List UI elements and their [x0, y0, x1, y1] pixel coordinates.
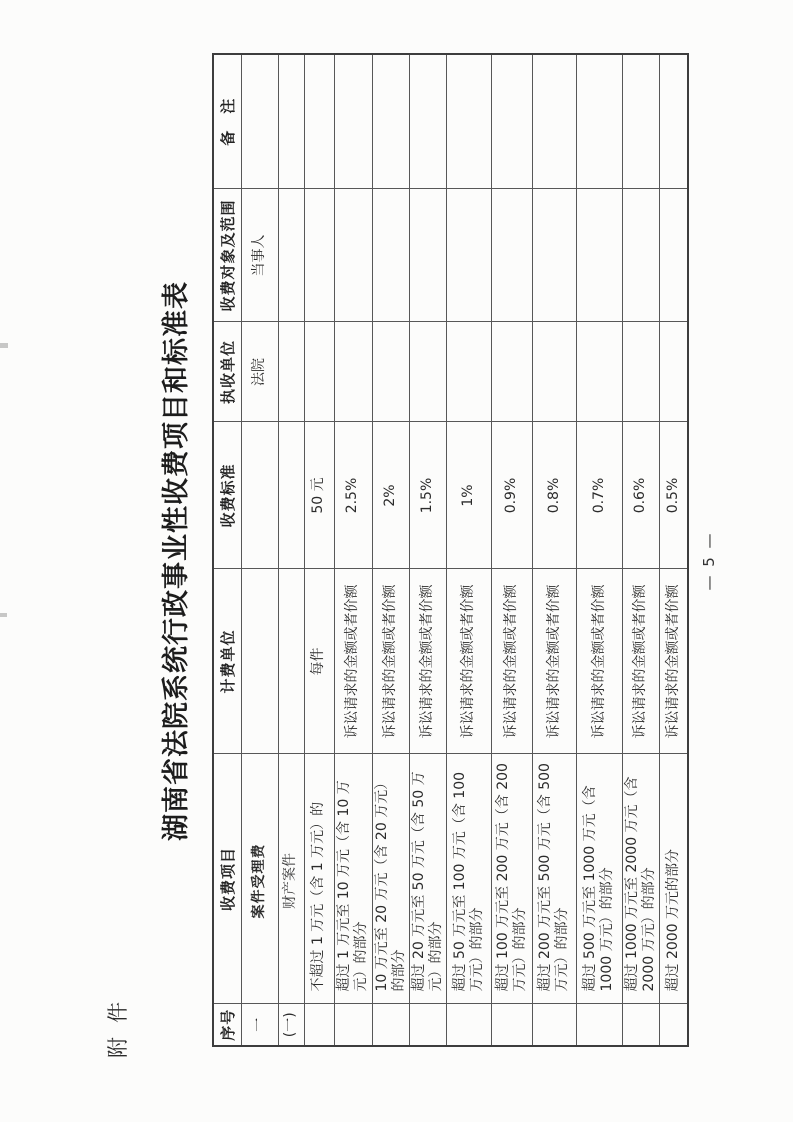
- cell-collector: [532, 322, 576, 422]
- page-title: 湖南省法院系统行政事业性收费项目和标准表: [161, 281, 192, 841]
- cell-note: [532, 54, 576, 189]
- cell-item: 超过 2000 万元的部分: [659, 754, 688, 1004]
- cell-collector: [622, 322, 659, 422]
- header-note: 备 注: [213, 54, 241, 189]
- cell-note: [576, 54, 622, 189]
- table-row: [532, 54, 576, 1046]
- table-row: [372, 54, 409, 1046]
- cell-no: [659, 1004, 688, 1046]
- table-row: [334, 54, 372, 1046]
- cell-standard: [278, 422, 304, 569]
- cell-note: [278, 54, 304, 189]
- cell-unit: 诉讼请求的金额或者价额: [576, 569, 622, 754]
- cell-scope: [576, 189, 622, 322]
- cell-no: [491, 1004, 532, 1046]
- cell-collector: [491, 322, 532, 422]
- header-unit: 计费单位: [213, 569, 241, 754]
- cell-scope: [334, 189, 372, 322]
- cell-unit: 诉讼请求的金额或者价额: [446, 569, 491, 754]
- cell-no: [304, 1004, 334, 1046]
- cell-note: [491, 54, 532, 189]
- cell-standard: [241, 422, 278, 569]
- cell-note: [304, 54, 334, 189]
- cell-note: [659, 54, 688, 189]
- table-row: [304, 54, 334, 1046]
- cell-collector: [334, 322, 372, 422]
- cell-standard: 0.6%: [622, 422, 659, 569]
- cell-note: [446, 54, 491, 189]
- cell-unit: 诉讼请求的金额或者价额: [622, 569, 659, 754]
- cell-standard: 1.5%: [409, 422, 446, 569]
- cell-no: [334, 1004, 372, 1046]
- cell-unit: 诉讼请求的金额或者价额: [372, 569, 409, 754]
- header-standard: 收费标准: [213, 422, 241, 569]
- cell-collector: [659, 322, 688, 422]
- cell-item: 超过 20 万元至 50 万元（含 50 万元）的部分: [409, 754, 446, 1004]
- cell-unit: 诉讼请求的金额或者价额: [334, 569, 372, 754]
- cell-scope: [372, 189, 409, 322]
- cell-item: 超过 1000 万元至 2000 万元（含 2000 万元）的部分: [622, 754, 659, 1004]
- cell-no: [409, 1004, 446, 1046]
- table-row: [278, 54, 304, 1046]
- cell-collector: [278, 322, 304, 422]
- cell-no: [446, 1004, 491, 1046]
- cell-standard: 2%: [372, 422, 409, 569]
- table-row: [622, 54, 659, 1046]
- table-row: [446, 54, 491, 1046]
- cell-note: [334, 54, 372, 189]
- cell-no: (一): [278, 1004, 304, 1046]
- cell-no: [576, 1004, 622, 1046]
- cell-scope: [278, 189, 304, 322]
- cell-item: 财产案件: [278, 754, 304, 1004]
- cell-standard: 1%: [446, 422, 491, 569]
- table-row: [491, 54, 532, 1046]
- table-row: [409, 54, 446, 1046]
- cell-scope: [446, 189, 491, 322]
- cell-collector: [372, 322, 409, 422]
- cell-item: 超过 50 万元至 100 万元（含 100 万元）的部分: [446, 754, 491, 1004]
- cell-item: 不超过 1 万元（含 1 万元）的: [304, 754, 334, 1004]
- cell-item: 案件受理费: [241, 754, 278, 1004]
- attachment-label: 附件: [106, 988, 130, 1058]
- header-scope: 收费对象及范围: [213, 189, 241, 322]
- cell-unit: [278, 569, 304, 754]
- cell-item: 10 万元至 20 万元（含 20 万元）的部分: [372, 754, 409, 1004]
- cell-standard: 0.8%: [532, 422, 576, 569]
- cell-item: 超过 100 万元至 200 万元（含 200 万元）的部分: [491, 754, 532, 1004]
- page-number: — 5 —: [700, 531, 718, 591]
- cell-unit: 每件: [304, 569, 334, 754]
- header-item: 收费项目: [213, 754, 241, 1004]
- cell-note: [622, 54, 659, 189]
- cell-collector: [409, 322, 446, 422]
- cell-collector: 法院: [241, 322, 278, 422]
- fee-table: [212, 53, 689, 1047]
- cell-note: [409, 54, 446, 189]
- cell-collector: [304, 322, 334, 422]
- cell-unit: 诉讼请求的金额或者价额: [532, 569, 576, 754]
- header-no: 序号: [213, 1004, 241, 1046]
- cell-scope: [304, 189, 334, 322]
- cell-collector: [576, 322, 622, 422]
- cell-no: 一: [241, 1004, 278, 1046]
- cell-scope: [532, 189, 576, 322]
- cell-note: [241, 54, 278, 189]
- scan-artifact: [0, 613, 7, 617]
- cell-collector: [446, 322, 491, 422]
- cell-no: [532, 1004, 576, 1046]
- table-row: [241, 54, 278, 1046]
- table-header-row: [213, 54, 241, 1046]
- cell-unit: 诉讼请求的金额或者价额: [409, 569, 446, 754]
- cell-standard: 50 元: [304, 422, 334, 569]
- cell-unit: 诉讼请求的金额或者价额: [659, 569, 688, 754]
- cell-item: 超过 500 万元至 1000 万元（含 1000 万元）的部分: [576, 754, 622, 1004]
- cell-no: [372, 1004, 409, 1046]
- cell-scope: [659, 189, 688, 322]
- header-collector: 执收单位: [213, 322, 241, 422]
- fee-table-body: [241, 54, 688, 1046]
- cell-scope: [409, 189, 446, 322]
- cell-unit: 诉讼请求的金额或者价额: [491, 569, 532, 754]
- cell-scope: [491, 189, 532, 322]
- table-row: [659, 54, 688, 1046]
- cell-standard: 0.5%: [659, 422, 688, 569]
- table-row: [576, 54, 622, 1046]
- cell-unit: [241, 569, 278, 754]
- cell-no: [622, 1004, 659, 1046]
- scan-artifact: [0, 343, 8, 348]
- cell-item: 超过 200 万元至 500 万元（含 500 万元）的部分: [532, 754, 576, 1004]
- cell-note: [372, 54, 409, 189]
- cell-scope: 当事人: [241, 189, 278, 322]
- cell-item: 超过 1 万元至 10 万元（含 10 万元）的部分: [334, 754, 372, 1004]
- cell-standard: 0.7%: [576, 422, 622, 569]
- cell-scope: [622, 189, 659, 322]
- cell-standard: 2.5%: [334, 422, 372, 569]
- cell-standard: 0.9%: [491, 422, 532, 569]
